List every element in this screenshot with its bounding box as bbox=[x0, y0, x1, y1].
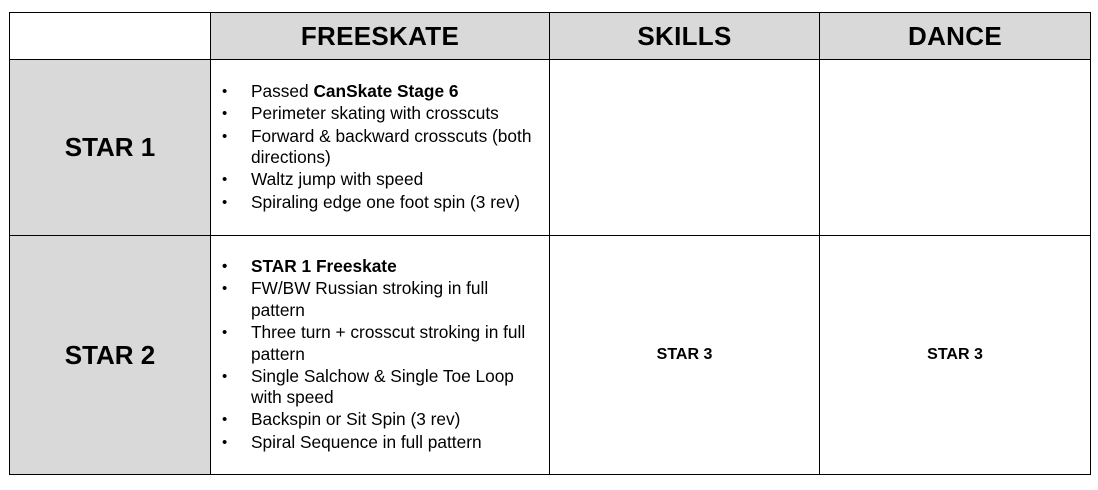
list-item: • Backspin or Sit Spin (3 rev) bbox=[251, 409, 543, 431]
star-2-freeskate-cell bbox=[211, 236, 550, 475]
header-dance: DANCE bbox=[820, 13, 1091, 60]
corner-cell bbox=[10, 13, 211, 60]
list-item bbox=[251, 81, 543, 103]
header-skills: SKILLS bbox=[550, 13, 820, 60]
table-row-star-2 bbox=[10, 236, 1091, 475]
star-2-skills-cell: STAR 3 bbox=[550, 236, 820, 475]
list-item: • Waltz jump with speed bbox=[251, 169, 543, 191]
list-item-bold: CanSkate Stage 6 bbox=[313, 81, 459, 102]
star-1-freeskate-cell bbox=[211, 60, 550, 236]
star-2-dance-cell: STAR 3 bbox=[820, 236, 1091, 475]
list-item: • STAR 1 Freeskate bbox=[251, 256, 543, 278]
row-label-star-2: STAR 2 bbox=[10, 236, 211, 475]
star-2-freeskate-list bbox=[211, 256, 549, 453]
row-label-star-1: STAR 1 bbox=[10, 60, 211, 236]
header-row bbox=[10, 13, 1091, 60]
list-item: • FW/BW Russian stroking in full pattern bbox=[251, 278, 543, 321]
list-item: • Three turn + crosscut stroking in full pattern bbox=[251, 322, 543, 365]
table-row-star-1 bbox=[10, 60, 1091, 236]
star-1-dance-cell bbox=[820, 60, 1091, 236]
star-1-skills-cell bbox=[550, 60, 820, 236]
list-item: • Perimeter skating with crosscuts bbox=[251, 103, 543, 125]
list-item: • Spiraling edge one foot spin (3 rev) bbox=[251, 192, 543, 214]
header-freeskate: FREESKATE bbox=[211, 13, 550, 60]
list-item-prefix: Passed bbox=[251, 81, 314, 102]
star-requirements-table bbox=[9, 12, 1091, 475]
star-1-freeskate-list bbox=[211, 81, 549, 213]
list-item: • Spiral Sequence in full pattern bbox=[251, 432, 543, 454]
list-item: • Forward & backward crosscuts (both directions) bbox=[251, 126, 543, 169]
list-item: • Single Salchow & Single Toe Loop with speed bbox=[251, 366, 543, 409]
